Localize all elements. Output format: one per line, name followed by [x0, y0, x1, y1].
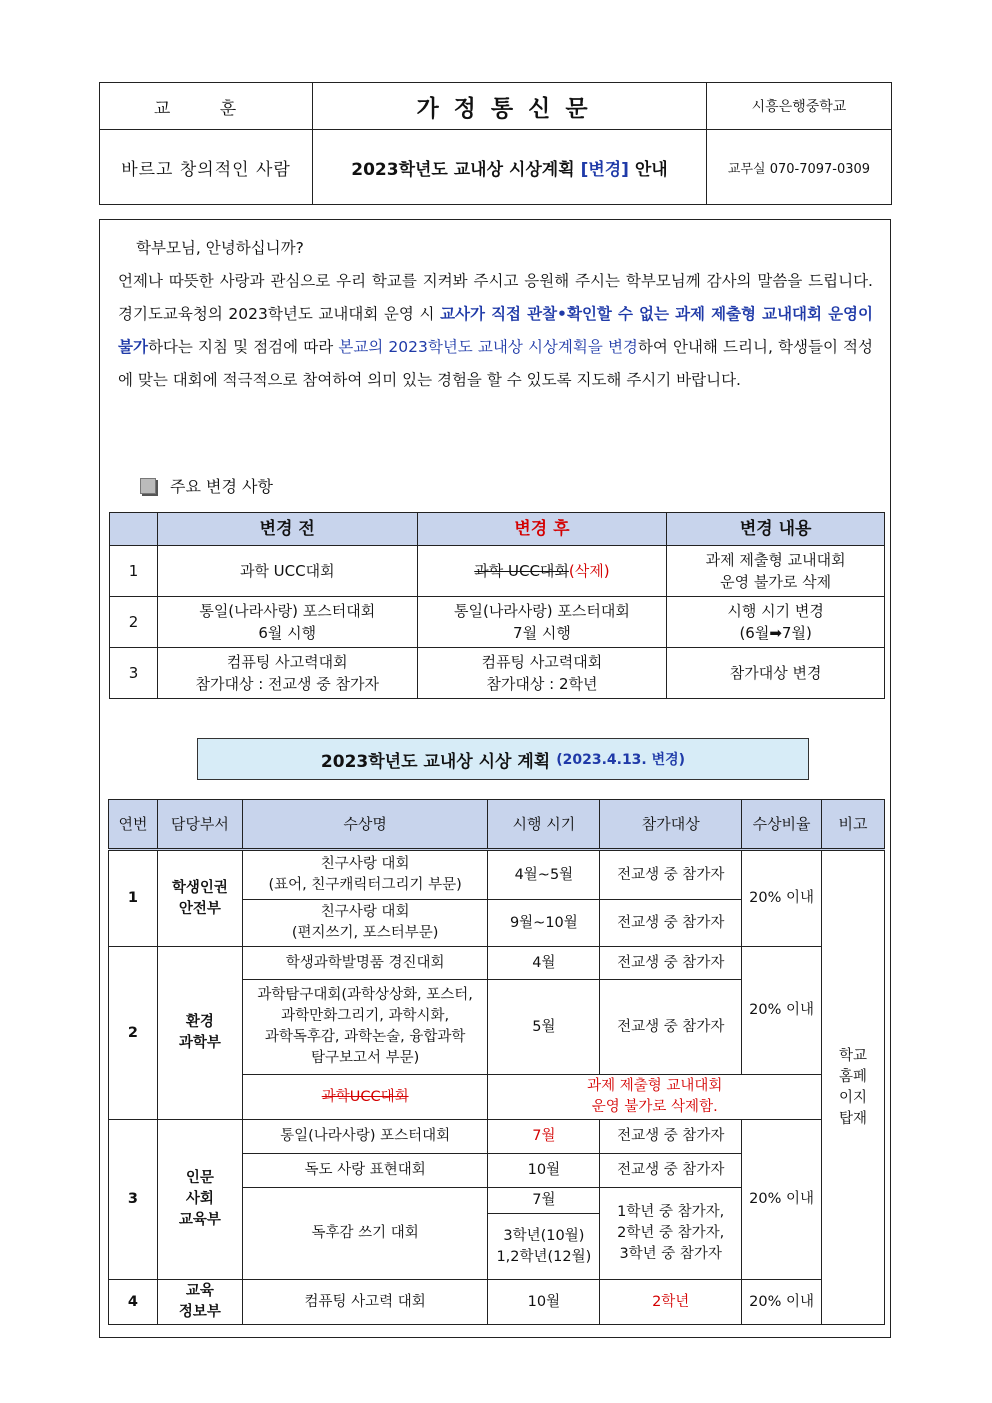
table-row: 과학UCC대회 과제 제출형 교내대회 운영 불가로 삭제함. — [109, 1075, 885, 1120]
col-content: 변경 내용 — [667, 513, 885, 546]
school-motto: 바르고 창의적인 사람 — [100, 130, 313, 205]
table-row: 3 컴퓨팅 사고력대회 참가대상 : 전교생 중 참가자 컴퓨팅 사고력대회 참가대상 : 2학년 참가대상 변경 — [110, 648, 885, 699]
motto-label: 교 훈 — [100, 83, 313, 130]
col-after: 변경 후 — [417, 513, 667, 546]
table-row: 1 과학 UCC대회 과학 UCC대회(삭제) 과제 제출형 교내대회 운영 불가로 삭제 — [110, 546, 885, 597]
col-before: 변경 전 — [157, 513, 417, 546]
intro-paragraph — [118, 232, 873, 397]
header-table — [99, 82, 892, 205]
award-plan-table: 연번 담당부서 수상명 시행 시기 참가대상 수상비율 비고 1 학생인권 안전부 친구사랑 대회 (표어, 친구캐릭터그리기 부문) 4월~5월 전교생 중 참가자 20% 이내 학교 홈페 이지 탑재 친구사랑 대회 (편지쓰기, 포스터부문) 9월~10월 전교생 중 참가자 2 환경 과학부 학생과학발명품 경진대회 4월 전교생 중 참가자 20% 이내 과학탐구대회(과학상상화, 포스터, 과학만화그리기, 과학시화, 과학독후감, 과학논술, 융합과학 탐구보고서 부문) 5월 전교생 중 참가자 과학UCC대회 과제 제출형 교내대회 운영 불가로 삭제함. 3 인문 사회 교육부 통일(나라사랑) 포스터대회 7월 전교생 중 참가자 20% 이내 독도 사랑 표현대회 10월 전교생 중 참가자 독후감 쓰기 대회 7월 1학년 중 참가자, 2학년 중 참가자, 3학년 중 참가자 3학년(10월) 1,2학년(12월) 4 교육 정보부 컴퓨팅 사고력 대회 10월 2학년 20% 이내 — [108, 799, 885, 1325]
section-heading: 주요 변경 사항 — [140, 474, 273, 497]
remark-cell: 학교 홈페 이지 탑재 — [822, 850, 885, 1325]
notice-subject: 2023학년도 교내상 시상계획 [변경] 안내 — [313, 130, 707, 205]
table-row: 4 교육 정보부 컴퓨팅 사고력 대회 10월 2학년 20% 이내 — [109, 1280, 885, 1325]
table-row: 친구사랑 대회 (편지쓰기, 포스터부문) 9월~10월 전교생 중 참가자 — [109, 900, 885, 947]
table-row: 3 인문 사회 교육부 통일(나라사랑) 포스터대회 7월 전교생 중 참가자 20% 이내 — [109, 1120, 885, 1154]
square-bullet-icon — [140, 478, 156, 494]
table-row: 2 통일(나라사랑) 포스터대회 6월 시행 통일(나라사랑) 포스터대회 7월 시행 시행 시기 변경 (6월➡7월) — [110, 597, 885, 648]
table-row: 3학년(10월) 1,2학년(12월) — [109, 1214, 885, 1264]
changes-table — [109, 512, 885, 699]
document-title: 가정통신문 — [313, 83, 707, 130]
table-row: 1 학생인권 안전부 친구사랑 대회 (표어, 친구캐릭터그리기 부문) 4월~5월 전교생 중 참가자 20% 이내 학교 홈페 이지 탑재 — [109, 850, 885, 900]
highlight-text-2: 본교의 2023학년도 교내상 시상계획을 변경 — [338, 338, 638, 356]
table-row: 독도 사랑 표현대회 10월 전교생 중 참가자 — [109, 1154, 885, 1188]
highlight-text: 교사가 직접 관찰•확인할 수 없는 과제 제출형 교내대회 운영이 불가 — [118, 305, 874, 356]
greeting: 학부모님, 안녕하십니까? — [136, 239, 304, 257]
table-row: 과학탐구대회(과학상상화, 포스터, 과학만화그리기, 과학시화, 과학독후감, 과학논술, 융합과학 탐구보고서 부문) 5월 전교생 중 참가자 — [109, 980, 885, 1075]
school-name: 시흥은행중학교 — [707, 83, 892, 130]
office-phone: 교무실 070-7097-0309 — [707, 130, 892, 205]
table-row: 독후감 쓰기 대회 7월 1학년 중 참가자, 2학년 중 참가자, 3학년 중 참가자 — [109, 1188, 885, 1214]
table-row: 2 환경 과학부 학생과학발명품 경진대회 4월 전교생 중 참가자 20% 이내 — [109, 947, 885, 980]
plan-title: 2023학년도 교내상 시상 계획 (2023.4.13. 변경) — [197, 738, 809, 780]
intro-body: 언제나 따뜻한 사랑과 관심으로 우리 학교를 지켜봐 주시고 응원해 주시는 학부모님께 감사의 말씀을 드립니다. 경기도교육청의 2023학년도 교내대회 운영 시 교사가 직접 관찰•확인할 수 없는 과제 제출형 교내대회 운영이 불가하다는 지침 및 점검에 따라 본교의 2023학년도 교내상 시상계획을 변경하여 안내해 드리니, 학생들이 적성에 맞는 대회에 적극적으로 참여하여 의미 있는 경험을 할 수 있도록 지도해 주시기 바랍니다. — [118, 272, 874, 389]
